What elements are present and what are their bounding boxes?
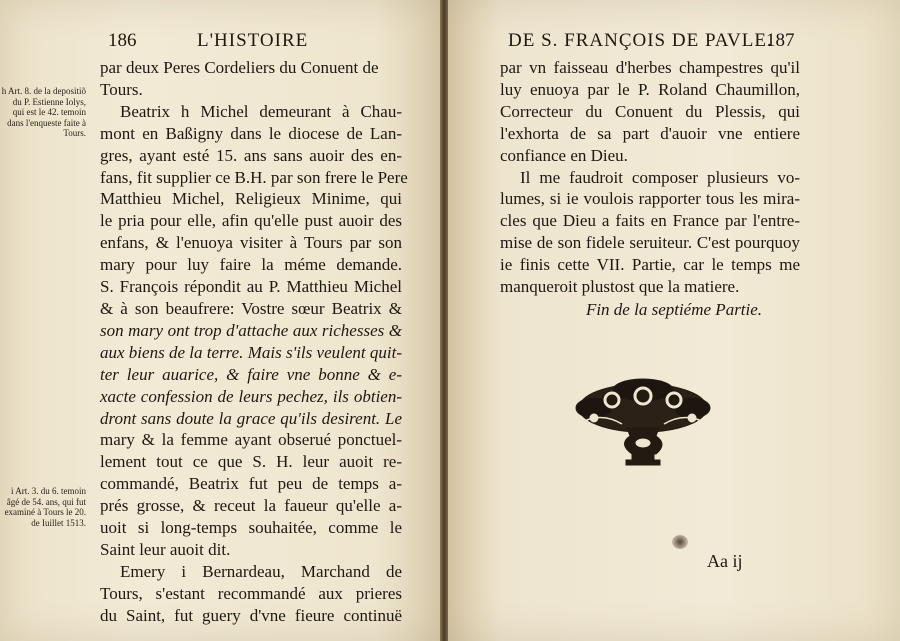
text-line: par vn faisseau d'herbes champestres qu'il <box>500 58 800 77</box>
text-line: luy enuoya par le P. Roland Chaumillon, <box>500 79 800 99</box>
left-page-number: 186 <box>108 30 137 51</box>
text-line: S. François répondit au P. Matthieu Michel <box>100 277 402 297</box>
text-line: l'exhorta de sa part d'auoir vne entiere <box>500 123 800 143</box>
text-line: ter leur auarice, & faire vne bonne & e- <box>100 364 402 384</box>
text-line: manqueroit plustost que la matiere. <box>500 277 740 297</box>
text-line: aux biens de la terre. Mais s'ils veulent quit- <box>100 342 402 362</box>
text-line: le pria pour elle, afin qu'elle pust auoir des <box>100 211 402 231</box>
text-line: enfans, & l'enuoya visiter à Tours par son <box>100 233 402 253</box>
text-line: lement tout ce que S. H. leur auoit re- <box>100 452 402 472</box>
text-line: mary & la femme ayant obserué ponctuel- <box>100 430 402 450</box>
text-line: commandé, Beatrix fut peu de temps a- <box>100 474 402 494</box>
text-line: lumes, si ie voulois rapporter tous les mira- <box>500 189 800 209</box>
text-line: Saint leur auoit dit. <box>100 539 231 559</box>
right-body-text <box>500 57 800 298</box>
text-line: cles que Dieu a faits en France par l'entre- <box>500 211 800 231</box>
left-page <box>0 0 440 641</box>
floral-vase-ornament <box>572 378 714 474</box>
text-line: par deux Peres Cordeliers du Conuent de <box>100 58 379 77</box>
text-line: uoit si long-temps souhaitée, comme le <box>100 518 402 538</box>
text-line: gres, ayant esté 15. ans sans auoir des en- <box>100 145 402 165</box>
text-line: fans, fit supplier ce B.H. par son frere le Pere <box>100 167 408 187</box>
text-line: Tours, s'estant recommandé aux prieres <box>100 583 402 603</box>
ink-stain <box>672 535 688 549</box>
book-gutter <box>440 0 448 641</box>
text-line: Il me faudroit composer plusieurs vo- <box>520 167 800 187</box>
text-line: prés grosse, & receut la faueur qu'elle a- <box>100 496 402 516</box>
text-line: mise de son fidele seruiteur. C'est pourquoy <box>500 233 800 253</box>
closing-line: Fin de la septiéme Partie. <box>585 300 763 319</box>
text-line: du Saint, fut guery d'vne fieure continuë <box>100 605 402 625</box>
signature-mark: Aa ij <box>707 551 743 571</box>
text-line: Matthieu Michel, Religieux Minime, qui <box>100 189 402 209</box>
text-line: mary pour luy faire la méme demande. <box>100 255 402 275</box>
margin-note-h: h Art. 8. de la depositiõ du P. Estienne Iolys, qui est le 42. temoin dans l'enqueste faite à Tours. <box>1 86 86 139</box>
text-line: Emery i Bernardeau, Marchand de <box>120 561 402 581</box>
left-running-head: L'HISTOIRE <box>197 30 309 51</box>
text-line: ie finis cette VII. Partie, car le temps me <box>500 255 800 275</box>
right-running-head: DE S. FRANÇOIS DE PAVLE. <box>508 30 773 51</box>
text-line: mont en Baßigny dans le diocese de Lan- <box>100 123 402 143</box>
text-line: dront sans doute la grace qu'ils desirent. Le <box>100 408 402 428</box>
text-line: Tours. <box>100 79 143 99</box>
text-line: Correcteur du Conuent du Plessis, qui <box>500 101 800 121</box>
text-line: confiance en Dieu. <box>500 145 628 165</box>
text-line: & à son beaufrere: Vostre sœur Beatrix & <box>100 298 402 318</box>
text-line: Beatrix h Michel demeurant à Chau- <box>120 101 402 121</box>
text-line: xacte confession de leurs pechez, ils obtien- <box>100 386 402 406</box>
left-body-text <box>100 57 408 627</box>
text-line: son mary ont trop d'attache aux richesses & <box>100 320 402 340</box>
right-page-number: 187 <box>766 30 795 51</box>
margin-note-i: i Art. 3. du 6. temoin âgé de 54. ans, qui fut examiné à Tours le 20. de Iuillet 1513. <box>4 486 86 528</box>
